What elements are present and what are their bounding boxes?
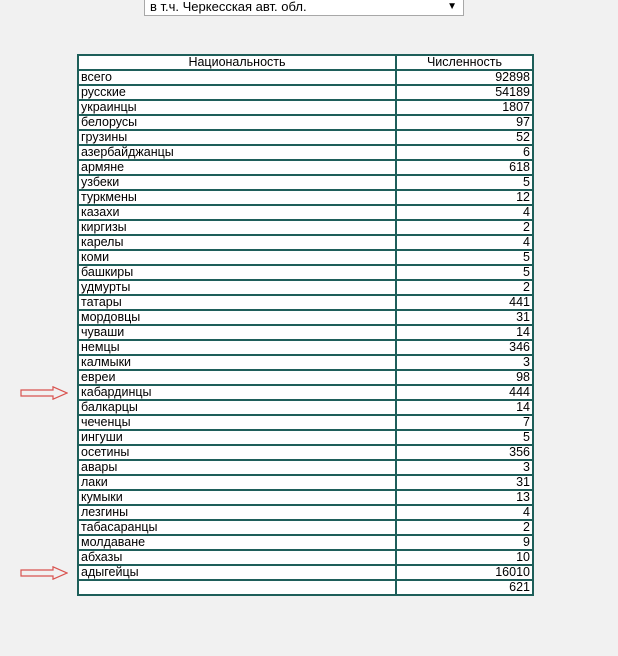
count-cell: 356 xyxy=(396,445,533,460)
table-row xyxy=(78,85,533,100)
table-row xyxy=(78,355,533,370)
table-row xyxy=(78,265,533,280)
nationality-cell: абхазы xyxy=(78,550,396,565)
count-cell: 97 xyxy=(396,115,533,130)
table-header-row xyxy=(78,55,533,70)
nationality-cell: армяне xyxy=(78,160,396,175)
table-row xyxy=(78,310,533,325)
table-row xyxy=(78,445,533,460)
table-row xyxy=(78,340,533,355)
count-cell: 14 xyxy=(396,400,533,415)
count-cell: 346 xyxy=(396,340,533,355)
count-cell: 31 xyxy=(396,475,533,490)
nationality-cell: азербайджанцы xyxy=(78,145,396,160)
count-cell: 54189 xyxy=(396,85,533,100)
count-cell: 4 xyxy=(396,235,533,250)
table-row xyxy=(78,580,533,595)
nationality-cell: киргизы xyxy=(78,220,396,235)
nationality-cell: татары xyxy=(78,295,396,310)
table-row xyxy=(78,250,533,265)
arrow-marker-icon xyxy=(20,566,68,580)
nationality-cell: узбеки xyxy=(78,175,396,190)
count-cell: 5 xyxy=(396,175,533,190)
nationality-cell: всего xyxy=(78,70,396,85)
count-cell: 5 xyxy=(396,430,533,445)
count-cell: 2 xyxy=(396,520,533,535)
count-cell: 92898 xyxy=(396,70,533,85)
table-row xyxy=(78,385,533,400)
table-body xyxy=(78,70,533,595)
count-cell: 3 xyxy=(396,355,533,370)
count-cell: 5 xyxy=(396,250,533,265)
nationality-cell: лезгины xyxy=(78,505,396,520)
nationality-cell xyxy=(78,580,396,595)
nationality-cell: карелы xyxy=(78,235,396,250)
count-cell: 3 xyxy=(396,460,533,475)
nationality-cell: ингуши xyxy=(78,430,396,445)
table-row xyxy=(78,70,533,85)
nationality-cell: евреи xyxy=(78,370,396,385)
count-cell: 444 xyxy=(396,385,533,400)
table-row xyxy=(78,100,533,115)
count-cell: 5 xyxy=(396,265,533,280)
table-row xyxy=(78,190,533,205)
table-row xyxy=(78,325,533,340)
nationality-cell: кабардинцы xyxy=(78,385,396,400)
arrow-marker-icon xyxy=(20,386,68,400)
count-cell: 12 xyxy=(396,190,533,205)
table-row xyxy=(78,550,533,565)
nationality-cell: казахи xyxy=(78,205,396,220)
column-header-count: Численность xyxy=(396,55,533,70)
nationality-cell: грузины xyxy=(78,130,396,145)
count-cell: 16010 xyxy=(396,565,533,580)
table-row xyxy=(78,475,533,490)
table-row xyxy=(78,490,533,505)
nationality-cell: балкарцы xyxy=(78,400,396,415)
nationality-cell: удмурты xyxy=(78,280,396,295)
table-row xyxy=(78,175,533,190)
nationality-cell: кумыки xyxy=(78,490,396,505)
table-row xyxy=(78,280,533,295)
region-select[interactable] xyxy=(144,0,464,16)
nationality-cell: белорусы xyxy=(78,115,396,130)
table-row xyxy=(78,430,533,445)
table-row xyxy=(78,130,533,145)
nationality-cell: украинцы xyxy=(78,100,396,115)
count-cell: 9 xyxy=(396,535,533,550)
count-cell: 4 xyxy=(396,505,533,520)
nationality-cell: немцы xyxy=(78,340,396,355)
chevron-down-icon[interactable]: ▼ xyxy=(447,1,457,12)
column-header-nationality: Национальность xyxy=(78,55,396,70)
table-row xyxy=(78,235,533,250)
table-row xyxy=(78,160,533,175)
table-row xyxy=(78,295,533,310)
table-row xyxy=(78,145,533,160)
region-select-value: в т.ч. Черкесская авт. обл. xyxy=(150,0,307,14)
table-row xyxy=(78,535,533,550)
count-cell: 52 xyxy=(396,130,533,145)
count-cell: 7 xyxy=(396,415,533,430)
nationality-cell: табасаранцы xyxy=(78,520,396,535)
nationality-cell: адыгейцы xyxy=(78,565,396,580)
table-row xyxy=(78,505,533,520)
nationality-cell: осетины xyxy=(78,445,396,460)
count-cell: 31 xyxy=(396,310,533,325)
count-cell: 13 xyxy=(396,490,533,505)
count-cell: 6 xyxy=(396,145,533,160)
nationality-cell: туркмены xyxy=(78,190,396,205)
table-row xyxy=(78,205,533,220)
count-cell: 10 xyxy=(396,550,533,565)
table-row xyxy=(78,220,533,235)
nationality-cell: чуваши xyxy=(78,325,396,340)
count-cell: 14 xyxy=(396,325,533,340)
table-row xyxy=(78,400,533,415)
nationality-cell: башкиры xyxy=(78,265,396,280)
count-cell: 2 xyxy=(396,220,533,235)
count-cell: 2 xyxy=(396,280,533,295)
nationality-table xyxy=(77,54,534,596)
nationality-cell: молдаване xyxy=(78,535,396,550)
nationality-cell: лаки xyxy=(78,475,396,490)
table-row xyxy=(78,415,533,430)
count-cell: 618 xyxy=(396,160,533,175)
table-row xyxy=(78,115,533,130)
count-cell: 621 xyxy=(396,580,533,595)
count-cell: 441 xyxy=(396,295,533,310)
nationality-cell: авары xyxy=(78,460,396,475)
table-row xyxy=(78,565,533,580)
nationality-cell: калмыки xyxy=(78,355,396,370)
table-row xyxy=(78,520,533,535)
nationality-cell: русские xyxy=(78,85,396,100)
count-cell: 1807 xyxy=(396,100,533,115)
table-row xyxy=(78,370,533,385)
nationality-cell: мордовцы xyxy=(78,310,396,325)
nationality-cell: коми xyxy=(78,250,396,265)
table-row xyxy=(78,460,533,475)
count-cell: 98 xyxy=(396,370,533,385)
count-cell: 4 xyxy=(396,205,533,220)
nationality-cell: чеченцы xyxy=(78,415,396,430)
